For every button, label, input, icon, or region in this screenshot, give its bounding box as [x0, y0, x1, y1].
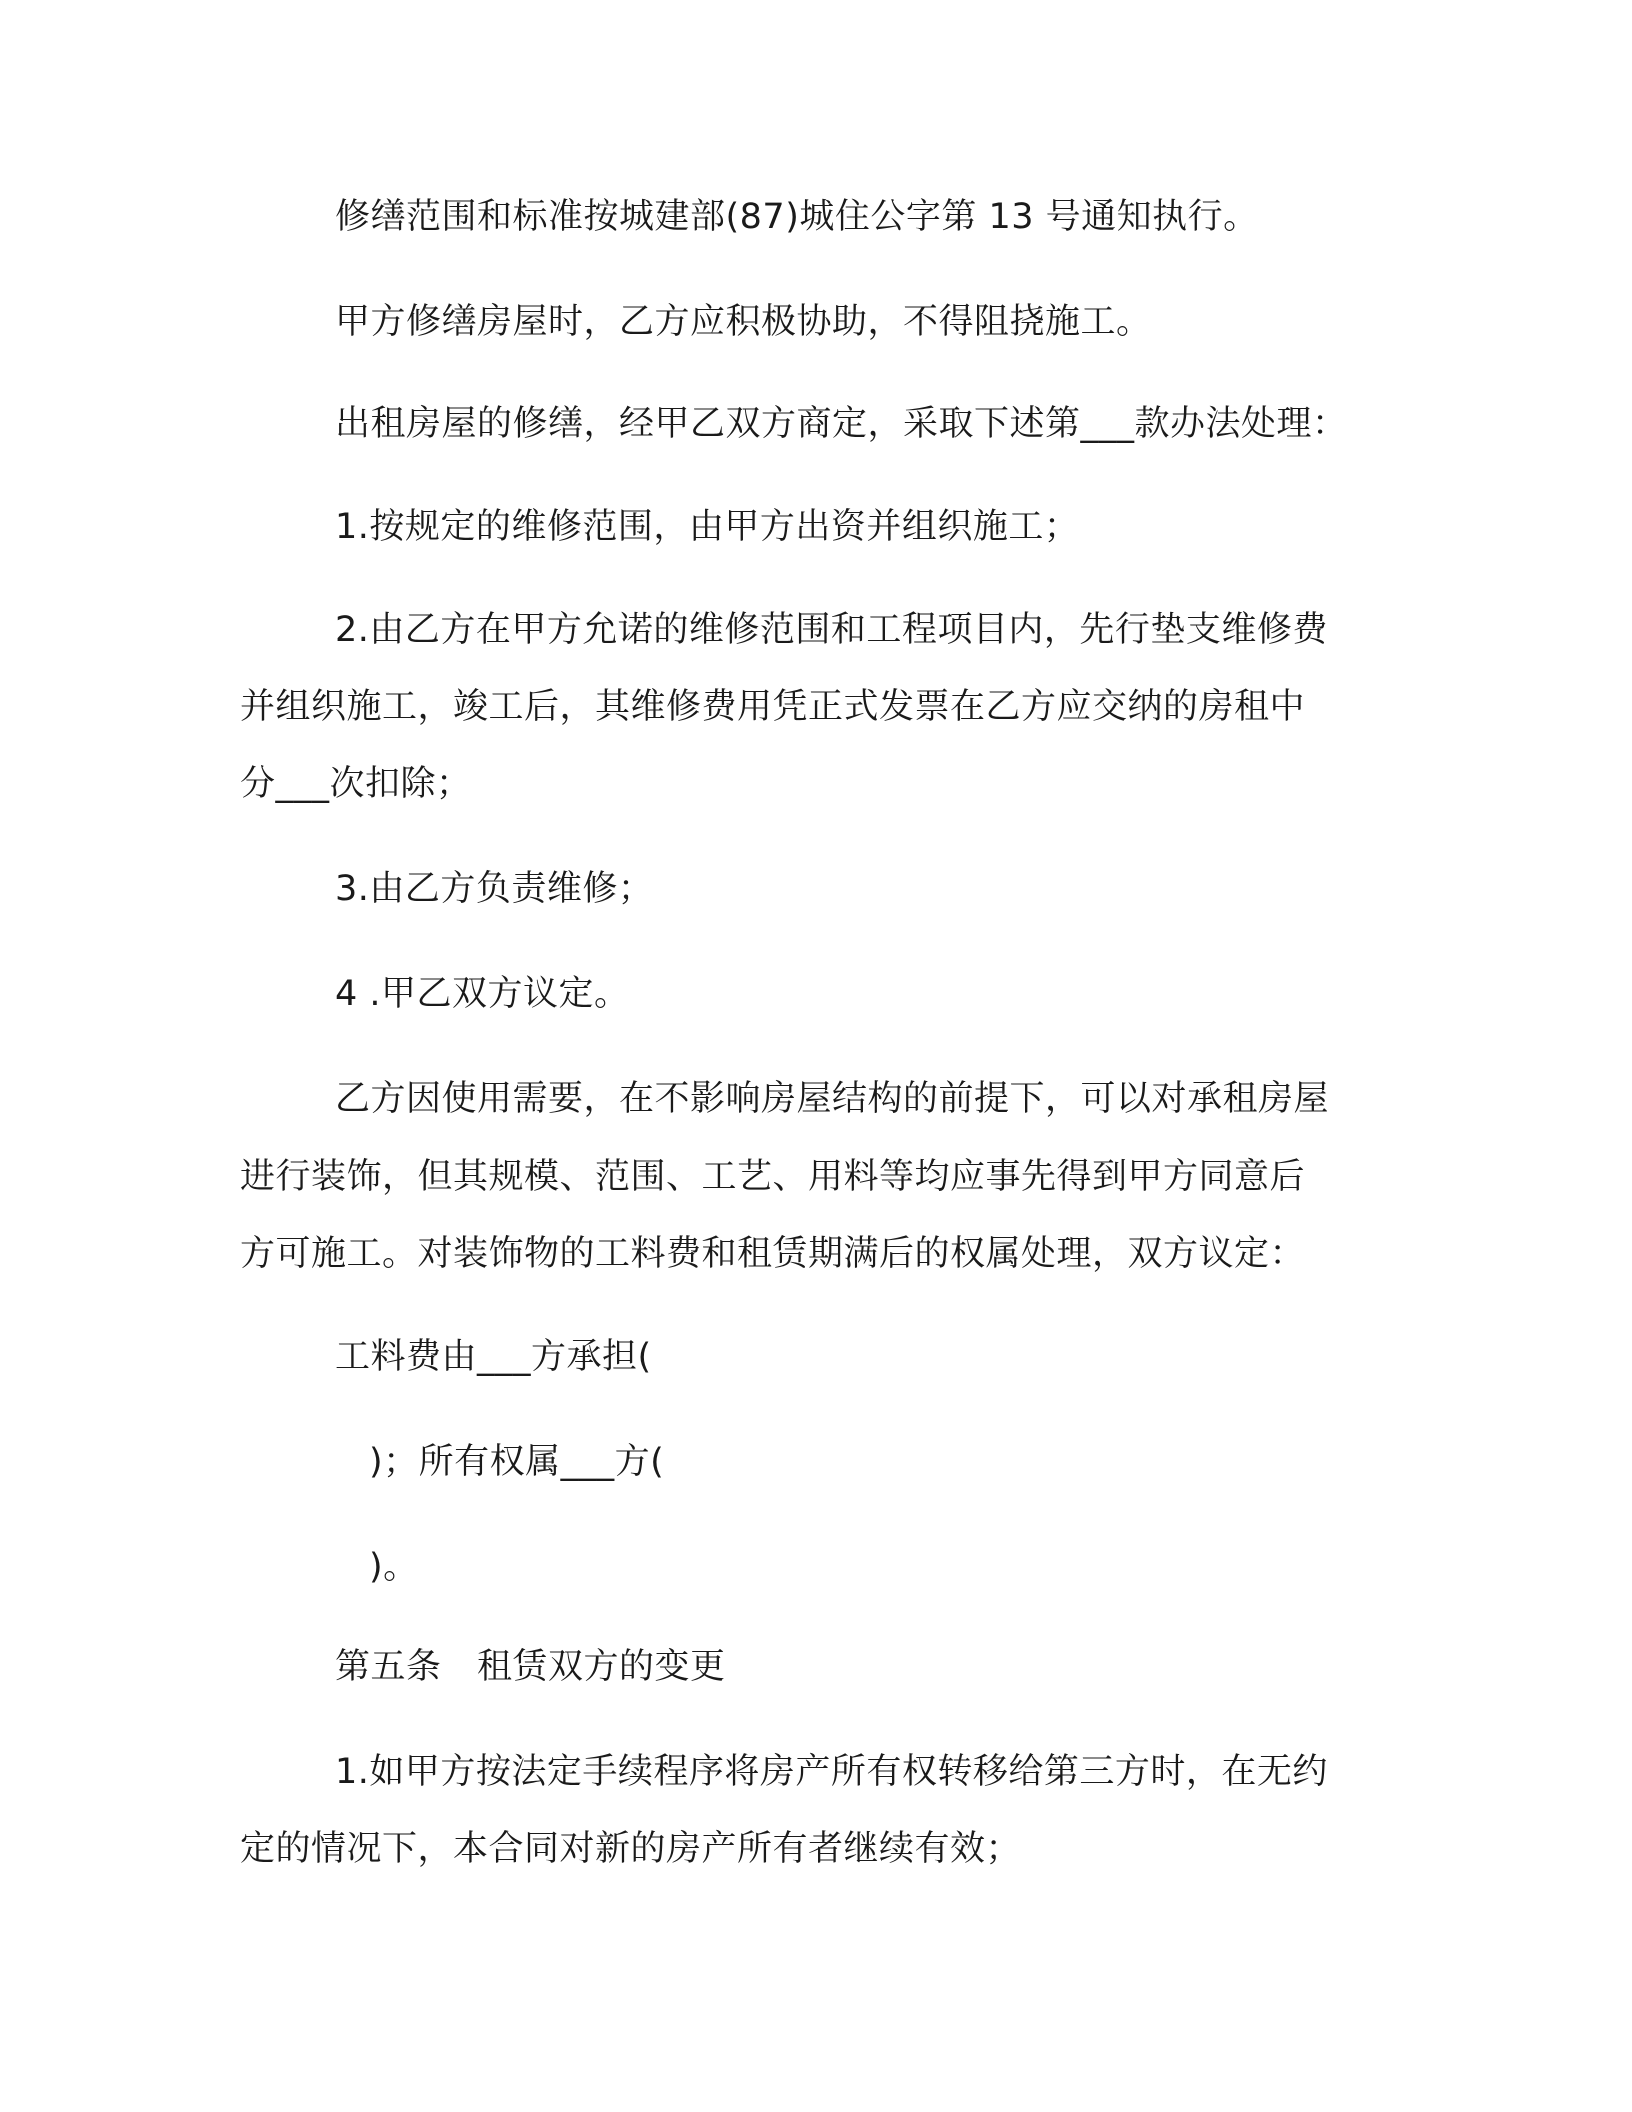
text-line-tenant-assist: 甲方修缮房屋时，乙方应积极协助，不得阻挠施工。	[335, 302, 1152, 342]
text-line-ownership: )；所有权属___方(	[369, 1442, 665, 1482]
text-line-closing-paren: )。	[369, 1547, 419, 1587]
text-line-transfer-part-1: 1.如甲方按法定手续程序将房产所有权转移给第三方时，在无约	[335, 1752, 1328, 1792]
text-line-option-1: 1.按规定的维修范围，由甲方出资并组织施工；	[335, 507, 1080, 547]
text-line-option-2-part-3: 分___次扣除；	[240, 764, 472, 804]
text-line-repair-standard: 修缮范围和标准按城建部(87)城住公字第 13 号通知执行。	[335, 197, 1259, 237]
text-line-transfer-part-2: 定的情况下，本合同对新的房产所有者继续有效；	[240, 1829, 1022, 1869]
text-line-repair-method: 出租房屋的修缮，经甲乙双方商定，采取下述第___款办法处理：	[335, 404, 1348, 444]
text-line-decoration-part-1: 乙方因使用需要，在不影响房屋结构的前提下，可以对承租房屋	[335, 1079, 1330, 1119]
text-line-option-2-part-2: 并组织施工，竣工后，其维修费用凭正式发票在乙方应交纳的房租中	[240, 687, 1306, 727]
text-line-option-4: 4 .甲乙双方议定。	[335, 974, 630, 1014]
text-line-option-2-part-1: 2.由乙方在甲方允诺的维修范围和工程项目内，先行垫支维修费	[335, 610, 1328, 650]
section-heading-article-5: 第五条 租赁双方的变更	[335, 1647, 726, 1687]
text-line-option-3: 3.由乙方负责维修；	[335, 869, 654, 909]
text-line-cost-bearer: 工料费由___方承担(	[335, 1337, 652, 1377]
text-line-decoration-part-2: 进行装饰，但其规模、范围、工艺、用料等均应事先得到甲方同意后	[240, 1157, 1306, 1197]
text-line-decoration-part-3: 方可施工。对装饰物的工料费和租赁期满后的权属处理，双方议定：	[240, 1234, 1306, 1274]
